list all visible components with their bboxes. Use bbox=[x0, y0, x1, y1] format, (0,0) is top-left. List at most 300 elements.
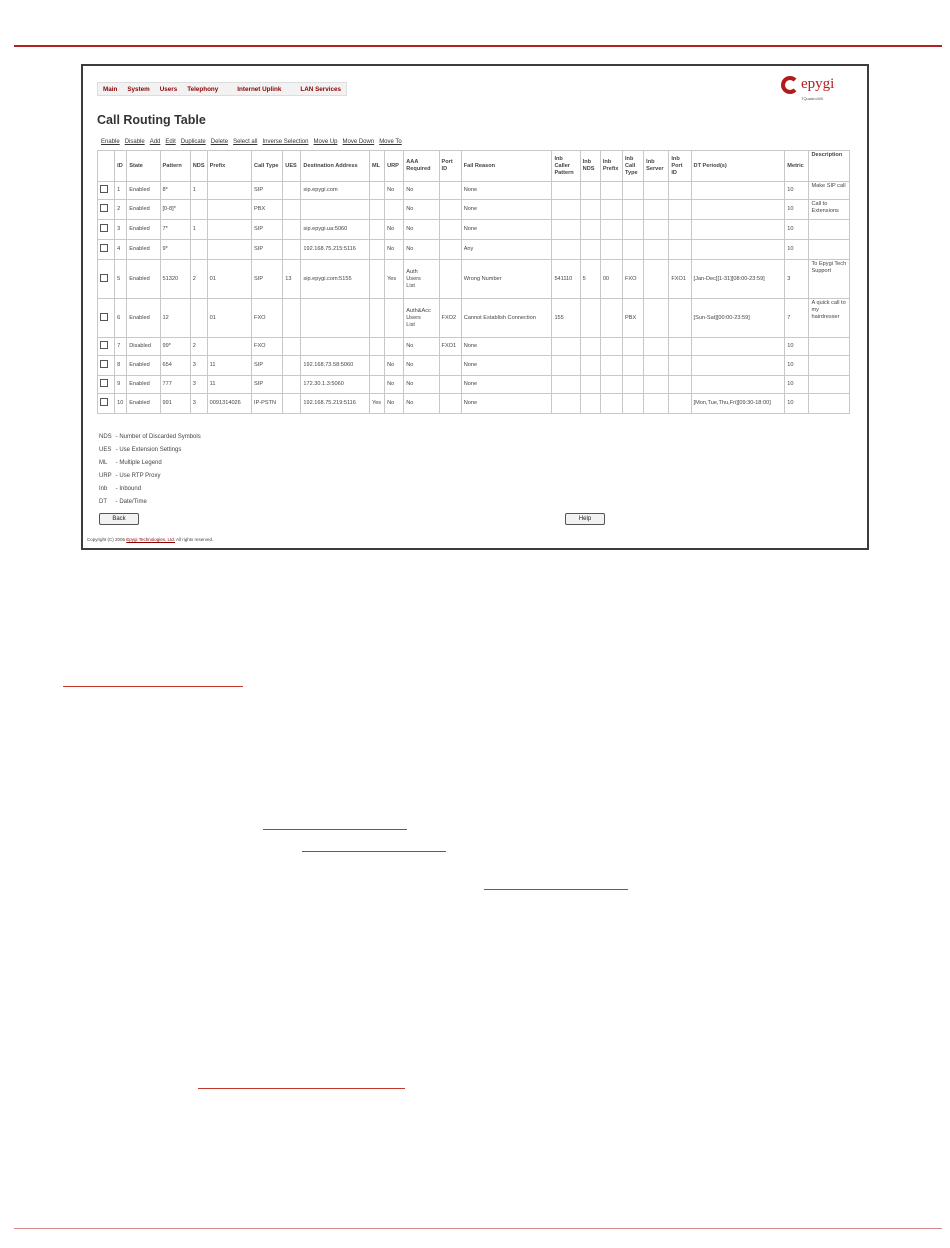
table-cell bbox=[669, 299, 691, 338]
delete-link[interactable]: Delete bbox=[210, 139, 229, 145]
table-cell: No bbox=[404, 220, 439, 240]
table-cell: 12 bbox=[160, 299, 190, 338]
red-underline bbox=[263, 829, 407, 830]
red-underline bbox=[484, 889, 628, 890]
column-header: Pattern bbox=[160, 151, 190, 182]
table-cell: [Mon,Tue,Thu,Fri][09:30-18:00] bbox=[691, 394, 785, 414]
table-cell: 654 bbox=[160, 356, 190, 376]
table-cell: Enabled bbox=[127, 200, 160, 220]
table-cell bbox=[644, 299, 669, 338]
table-cell bbox=[600, 182, 622, 200]
table-cell: 2 bbox=[190, 338, 207, 356]
table-cell bbox=[622, 220, 643, 240]
table-cell bbox=[283, 338, 301, 356]
table-cell: 10 bbox=[785, 356, 809, 376]
table-cell bbox=[691, 356, 785, 376]
enable-link[interactable]: Enable bbox=[101, 139, 120, 145]
abbreviation-legend bbox=[99, 434, 201, 512]
row-checkbox[interactable] bbox=[100, 204, 108, 212]
table-cell bbox=[644, 182, 669, 200]
table-cell: 3 bbox=[115, 220, 127, 240]
table-cell bbox=[600, 356, 622, 376]
table-cell bbox=[600, 299, 622, 338]
table-cell: SIP bbox=[252, 356, 283, 376]
table-cell bbox=[552, 356, 580, 376]
table-row[interactable] bbox=[98, 240, 850, 260]
table-cell bbox=[669, 182, 691, 200]
table-row[interactable] bbox=[98, 260, 850, 299]
table-cell: No bbox=[385, 394, 404, 414]
top-divider bbox=[14, 45, 942, 47]
table-cell: 192.168.75.215:5116 bbox=[301, 240, 370, 260]
column-header: Inb Caller Pattern bbox=[552, 151, 580, 182]
table-cell bbox=[580, 220, 600, 240]
nav-telephony[interactable]: Telephony bbox=[187, 85, 219, 93]
inverse-selection-link[interactable]: Inverse Selection bbox=[262, 139, 309, 145]
table-cell: SIP bbox=[252, 240, 283, 260]
epygi-link[interactable]: Epygi Technologies, Ltd. bbox=[126, 537, 175, 542]
table-cell bbox=[622, 240, 643, 260]
table-cell: 8 bbox=[115, 356, 127, 376]
row-select-cell bbox=[98, 200, 115, 220]
table-cell bbox=[369, 338, 384, 356]
table-cell: No bbox=[404, 240, 439, 260]
table-row[interactable] bbox=[98, 394, 850, 414]
nav-lan-services[interactable]: LAN Services bbox=[300, 85, 341, 93]
row-select-cell bbox=[98, 356, 115, 376]
table-cell: 1 bbox=[115, 182, 127, 200]
column-header: Inb Prefix bbox=[600, 151, 622, 182]
table-cell bbox=[600, 220, 622, 240]
table-cell: Make SIP call bbox=[809, 182, 850, 200]
table-cell: 991 bbox=[160, 394, 190, 414]
column-header: ID bbox=[115, 151, 127, 182]
add-link[interactable]: Add bbox=[149, 139, 161, 145]
table-cell: Auth Users List bbox=[404, 260, 439, 299]
table-cell: None bbox=[461, 376, 552, 394]
screenshot-frame bbox=[81, 64, 869, 550]
table-cell: No bbox=[385, 240, 404, 260]
column-header: DT Period(s) bbox=[691, 151, 785, 182]
table-cell bbox=[190, 240, 207, 260]
table-cell bbox=[600, 240, 622, 260]
table-cell: SIP bbox=[252, 220, 283, 240]
table-cell bbox=[600, 200, 622, 220]
column-header: NDS bbox=[190, 151, 207, 182]
table-cell bbox=[439, 200, 461, 220]
table-cell bbox=[301, 338, 370, 356]
table-row[interactable] bbox=[98, 338, 850, 356]
red-underline bbox=[198, 1088, 405, 1089]
table-cell bbox=[439, 220, 461, 240]
table-cell: 01 bbox=[207, 260, 251, 299]
table-cell: 11 bbox=[207, 376, 251, 394]
row-select-cell bbox=[98, 240, 115, 260]
red-underline bbox=[63, 686, 243, 687]
row-select-cell bbox=[98, 182, 115, 200]
column-header: Metric bbox=[785, 151, 809, 182]
table-cell: 3 bbox=[190, 356, 207, 376]
table-cell bbox=[580, 299, 600, 338]
legend-item: NDS - Number of Discarded Symbols bbox=[99, 434, 201, 440]
table-cell: To Epygi Tech Support bbox=[809, 260, 850, 299]
table-cell bbox=[809, 356, 850, 376]
table-cell: None bbox=[461, 394, 552, 414]
table-cell bbox=[669, 338, 691, 356]
table-cell bbox=[669, 394, 691, 414]
table-cell: 3 bbox=[190, 394, 207, 414]
table-cell bbox=[809, 376, 850, 394]
table-cell: None bbox=[461, 338, 552, 356]
table-cell: No bbox=[404, 356, 439, 376]
table-cell bbox=[439, 394, 461, 414]
table-cell: 7 bbox=[785, 299, 809, 338]
table-cell: Wrong Number bbox=[461, 260, 552, 299]
table-cell: No bbox=[404, 376, 439, 394]
column-header: Fail Reason bbox=[461, 151, 552, 182]
table-cell: 3 bbox=[785, 260, 809, 299]
table-cell: No bbox=[385, 376, 404, 394]
table-cell bbox=[369, 220, 384, 240]
table-cell bbox=[600, 338, 622, 356]
table-cell: No bbox=[385, 220, 404, 240]
table-cell: 10 bbox=[115, 394, 127, 414]
table-cell bbox=[301, 200, 370, 220]
table-cell bbox=[385, 200, 404, 220]
nav-main[interactable]: Main bbox=[103, 85, 118, 93]
table-cell: IP-PSTN bbox=[252, 394, 283, 414]
row-checkbox[interactable] bbox=[100, 379, 108, 387]
row-checkbox[interactable] bbox=[100, 313, 108, 321]
table-cell bbox=[207, 182, 251, 200]
table-cell bbox=[283, 356, 301, 376]
table-cell bbox=[283, 240, 301, 260]
table-cell bbox=[644, 338, 669, 356]
table-cell bbox=[283, 299, 301, 338]
legend-item: ML - Multiple Legend bbox=[99, 460, 162, 466]
table-cell bbox=[283, 394, 301, 414]
table-cell: 13 bbox=[283, 260, 301, 299]
table-cell bbox=[580, 240, 600, 260]
move-down-link[interactable]: Move Down bbox=[342, 139, 375, 145]
table-row[interactable] bbox=[98, 376, 850, 394]
table-cell bbox=[644, 200, 669, 220]
table-cell: No bbox=[385, 356, 404, 376]
table-cell: No bbox=[404, 182, 439, 200]
table-cell bbox=[552, 200, 580, 220]
table-cell bbox=[369, 260, 384, 299]
table-cell: No bbox=[404, 338, 439, 356]
table-cell: [Sun-Sat][00:00-23:59] bbox=[691, 299, 785, 338]
help-button[interactable]: Help bbox=[565, 513, 605, 525]
table-cell bbox=[691, 376, 785, 394]
table-cell: Enabled bbox=[127, 299, 160, 338]
table-cell bbox=[644, 240, 669, 260]
table-cell: sip.epygi.com bbox=[301, 182, 370, 200]
column-header: Inb Call Type bbox=[622, 151, 643, 182]
table-cell bbox=[809, 240, 850, 260]
table-header bbox=[98, 151, 850, 182]
table-cell bbox=[691, 338, 785, 356]
table-cell: Yes bbox=[369, 394, 384, 414]
table-cell: Cannot Establish Connection bbox=[461, 299, 552, 338]
table-row[interactable] bbox=[98, 299, 850, 338]
row-select-cell bbox=[98, 260, 115, 299]
table-cell: None bbox=[461, 182, 552, 200]
table-cell: 10 bbox=[785, 394, 809, 414]
table-cell bbox=[369, 240, 384, 260]
table-cell bbox=[207, 200, 251, 220]
table-cell: 7* bbox=[160, 220, 190, 240]
table-cell bbox=[691, 200, 785, 220]
table-cell: Enabled bbox=[127, 220, 160, 240]
table-cell: 2 bbox=[190, 260, 207, 299]
column-header: Inb Server bbox=[644, 151, 669, 182]
table-cell bbox=[622, 338, 643, 356]
table-cell bbox=[439, 240, 461, 260]
table-cell bbox=[669, 200, 691, 220]
table-cell: FXO1 bbox=[439, 338, 461, 356]
table-cell: 8* bbox=[160, 182, 190, 200]
table-cell: 777 bbox=[160, 376, 190, 394]
table-cell bbox=[369, 182, 384, 200]
column-header: Prefix bbox=[207, 151, 251, 182]
row-select-cell bbox=[98, 394, 115, 414]
row-checkbox[interactable] bbox=[100, 341, 108, 349]
table-cell: 9 bbox=[115, 376, 127, 394]
table-cell: Auth&Acc Users List bbox=[404, 299, 439, 338]
table-cell: 51320 bbox=[160, 260, 190, 299]
table-cell: Enabled bbox=[127, 356, 160, 376]
table-cell: PBX bbox=[252, 200, 283, 220]
table-cell: Enabled bbox=[127, 394, 160, 414]
table-cell: 7 bbox=[115, 338, 127, 356]
table-cell bbox=[691, 220, 785, 240]
table-cell bbox=[552, 240, 580, 260]
table-cell bbox=[580, 182, 600, 200]
table-cell: FXO1 bbox=[669, 260, 691, 299]
nav-system[interactable]: System bbox=[127, 85, 150, 93]
column-header: Destination Address bbox=[301, 151, 370, 182]
table-row[interactable] bbox=[98, 356, 850, 376]
table-cell: SIP bbox=[252, 182, 283, 200]
row-checkbox[interactable] bbox=[100, 360, 108, 368]
table-cell: FXO bbox=[252, 299, 283, 338]
table-cell: 10 bbox=[785, 220, 809, 240]
table-cell bbox=[369, 299, 384, 338]
table-cell bbox=[207, 338, 251, 356]
table-cell bbox=[552, 182, 580, 200]
table-cell: 5 bbox=[580, 260, 600, 299]
table-cell: No bbox=[404, 394, 439, 414]
table-cell: 541110 bbox=[552, 260, 580, 299]
table-cell: [Jan-Dec][1-31][08:00-23:59] bbox=[691, 260, 785, 299]
row-checkbox[interactable] bbox=[100, 244, 108, 252]
table-cell bbox=[439, 260, 461, 299]
table-cell: sip.epygi.ua:5060 bbox=[301, 220, 370, 240]
table-cell: 155 bbox=[552, 299, 580, 338]
table-cell bbox=[283, 376, 301, 394]
epygi-logo bbox=[781, 74, 851, 104]
row-select-cell bbox=[98, 338, 115, 356]
table-row[interactable] bbox=[98, 220, 850, 240]
edit-link[interactable]: Edit bbox=[165, 139, 176, 145]
table-cell bbox=[207, 220, 251, 240]
table-cell bbox=[385, 338, 404, 356]
table-cell bbox=[669, 376, 691, 394]
table-cell bbox=[301, 299, 370, 338]
table-cell: [0-8]* bbox=[160, 200, 190, 220]
top-navigation bbox=[97, 82, 347, 96]
copyright: Copyright (C) 2006 Epygi Technologies, Ltd. All rights reserved. bbox=[87, 537, 214, 542]
table-cell bbox=[644, 394, 669, 414]
legend-item: UES - Use Extension Settings bbox=[99, 447, 182, 453]
table-cell bbox=[439, 356, 461, 376]
table-cell: 10 bbox=[785, 240, 809, 260]
column-header: AAA Required bbox=[404, 151, 439, 182]
table-cell bbox=[439, 182, 461, 200]
table-cell bbox=[644, 356, 669, 376]
row-checkbox[interactable] bbox=[100, 274, 108, 282]
table-cell bbox=[669, 240, 691, 260]
table-cell: 11 bbox=[207, 356, 251, 376]
table-cell bbox=[644, 220, 669, 240]
action-toolbar bbox=[101, 139, 402, 145]
table-cell: 10 bbox=[785, 182, 809, 200]
move-to-link[interactable]: Move To bbox=[379, 139, 402, 145]
row-checkbox[interactable] bbox=[100, 224, 108, 232]
table-cell bbox=[809, 220, 850, 240]
table-cell bbox=[600, 376, 622, 394]
nav-users[interactable]: Users bbox=[159, 85, 178, 93]
move-up-link[interactable]: Move Up bbox=[313, 139, 338, 145]
table-cell bbox=[622, 376, 643, 394]
table-cell bbox=[622, 200, 643, 220]
table-cell bbox=[644, 260, 669, 299]
table-cell bbox=[600, 394, 622, 414]
call-routing-table bbox=[97, 150, 850, 414]
table-cell bbox=[691, 240, 785, 260]
table-cell: Disabled bbox=[127, 338, 160, 356]
column-header: State bbox=[127, 151, 160, 182]
column-header bbox=[98, 151, 115, 182]
table-cell: 1 bbox=[190, 220, 207, 240]
column-header: Port ID bbox=[439, 151, 461, 182]
table-cell: 01 bbox=[207, 299, 251, 338]
table-cell bbox=[809, 394, 850, 414]
logo-model: TQuadro/i00 bbox=[801, 96, 824, 101]
table-cell: PBX bbox=[622, 299, 643, 338]
table-cell bbox=[669, 356, 691, 376]
table-cell: 2 bbox=[115, 200, 127, 220]
column-header: UES bbox=[283, 151, 301, 182]
table-cell bbox=[580, 376, 600, 394]
back-button[interactable]: Back bbox=[99, 513, 139, 525]
table-cell bbox=[439, 376, 461, 394]
table-cell bbox=[580, 394, 600, 414]
table-cell: 5 bbox=[115, 260, 127, 299]
table-cell bbox=[622, 356, 643, 376]
table-cell bbox=[552, 220, 580, 240]
table-cell bbox=[552, 376, 580, 394]
column-header: Inb NDS bbox=[580, 151, 600, 182]
table-cell bbox=[809, 338, 850, 356]
disable-link[interactable]: Disable bbox=[124, 139, 145, 145]
table-cell: 99* bbox=[160, 338, 190, 356]
table-cell: Enabled bbox=[127, 182, 160, 200]
table-cell: 10 bbox=[785, 200, 809, 220]
table-cell: Yes bbox=[385, 260, 404, 299]
table-cell bbox=[622, 394, 643, 414]
red-underline bbox=[302, 851, 446, 852]
column-header: Call Type bbox=[252, 151, 283, 182]
logo-word: epygi bbox=[801, 76, 835, 92]
row-checkbox[interactable] bbox=[100, 398, 108, 406]
nav-internet-uplink[interactable]: Internet Uplink bbox=[237, 85, 282, 93]
table-cell bbox=[385, 299, 404, 338]
table-cell: 10 bbox=[785, 338, 809, 356]
table-cell: No bbox=[385, 182, 404, 200]
table-cell bbox=[190, 299, 207, 338]
row-checkbox[interactable] bbox=[100, 185, 108, 193]
table-cell: Enabled bbox=[127, 260, 160, 299]
epygi-logo-icon bbox=[781, 76, 799, 94]
table-cell: 192.168.73.58:5060 bbox=[301, 356, 370, 376]
table-cell bbox=[207, 240, 251, 260]
table-cell bbox=[283, 200, 301, 220]
column-header: Inb Port ID bbox=[669, 151, 691, 182]
table-cell: 6 bbox=[115, 299, 127, 338]
table-cell bbox=[283, 220, 301, 240]
table-cell: 3 bbox=[190, 376, 207, 394]
table-cell: 172.30.1.3:5060 bbox=[301, 376, 370, 394]
table-cell bbox=[644, 376, 669, 394]
table-cell: 0091314026 bbox=[207, 394, 251, 414]
table-cell: FXO bbox=[252, 338, 283, 356]
table-cell: No bbox=[404, 200, 439, 220]
table-cell: Any bbox=[461, 240, 552, 260]
row-select-cell bbox=[98, 376, 115, 394]
column-header: URP bbox=[385, 151, 404, 182]
column-header: ML bbox=[369, 151, 384, 182]
legend-item: Inb - Inbound bbox=[99, 486, 142, 492]
table-cell bbox=[580, 200, 600, 220]
column-header: Description bbox=[809, 151, 850, 182]
table-cell bbox=[369, 376, 384, 394]
select-all-link[interactable]: Select all bbox=[233, 139, 258, 145]
table-row[interactable] bbox=[98, 182, 850, 200]
table-cell: FXO bbox=[622, 260, 643, 299]
table-cell bbox=[691, 182, 785, 200]
page-title: Call Routing Table bbox=[97, 113, 206, 127]
table-cell bbox=[580, 356, 600, 376]
table-cell bbox=[580, 338, 600, 356]
table-row[interactable] bbox=[98, 200, 850, 220]
table-cell: Enabled bbox=[127, 240, 160, 260]
table-cell: SIP bbox=[252, 260, 283, 299]
legend-item: DT - Date/Time bbox=[99, 499, 147, 505]
table-cell bbox=[369, 356, 384, 376]
table-cell: 10 bbox=[785, 376, 809, 394]
table-cell: sip.epygi.com:5155 bbox=[301, 260, 370, 299]
table-cell: None bbox=[461, 220, 552, 240]
table-cell bbox=[669, 220, 691, 240]
duplicate-link[interactable]: Duplicate bbox=[180, 139, 206, 145]
table-cell bbox=[369, 200, 384, 220]
table-cell: 1 bbox=[190, 182, 207, 200]
table-cell: SIP bbox=[252, 376, 283, 394]
row-select-cell bbox=[98, 299, 115, 338]
